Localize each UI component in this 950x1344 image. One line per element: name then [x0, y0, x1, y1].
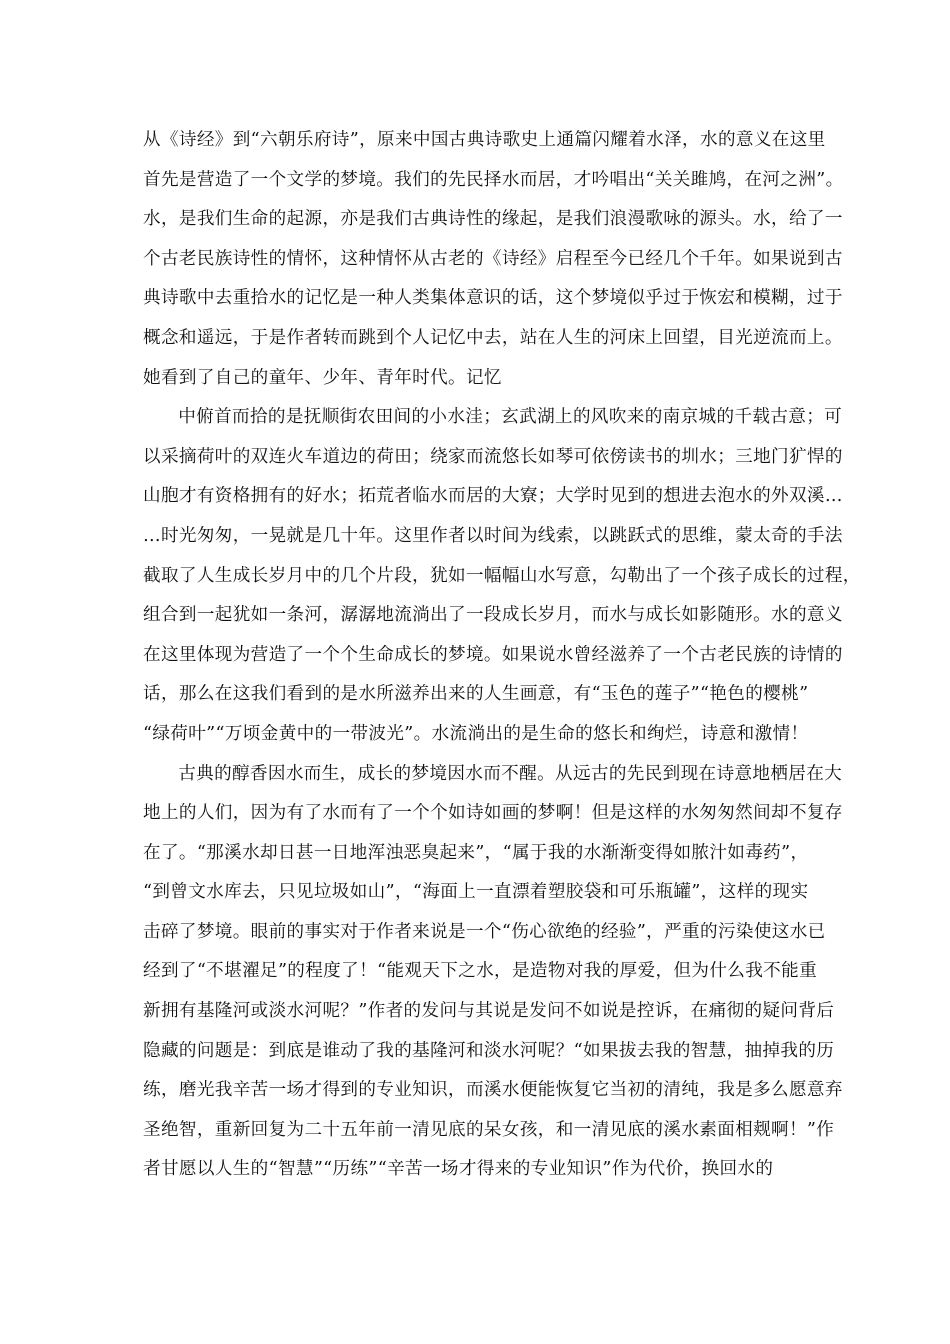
text-line: “到曾文水库去，只见垃圾如山”，“海面上一直漂着塑胶袋和可乐瓶罐”，这样的现实	[143, 882, 809, 903]
text-line: 组合到一起犹如一条河，潺潺地流淌出了一段成长岁月，而水与成长如影随形。水的意义	[143, 605, 843, 626]
text-line: 隐藏的问题是：到底是谁动了我的基隆河和淡水河呢？“如果拔去我的智慧，抽掉我的历	[143, 1040, 835, 1061]
text-line: 击碎了梦境。眼前的事实对于作者来说是一个“伤心欲绝的经验”，严重的污染使这水已	[143, 921, 826, 942]
text-line: 圣绝智，重新回复为二十五年前一清见底的呆女孩，和一清见底的溪水素面相觌啊！”作	[143, 1119, 835, 1140]
text-line: 截取了人生成长岁月中的几个片段，犹如一幅幅山水写意，勾勒出了一个孩子成长的过程，	[143, 565, 861, 586]
text-line: 水，是我们生命的起源，亦是我们古典诗性的缘起，是我们浪漫歌咏的源头。水，给了一	[143, 209, 843, 230]
text-line: 在了。“那溪水却日甚一日地浑浊恶臭起来”，“属于我的水渐渐变得如脓汁如毒药”，	[143, 842, 809, 863]
text-line: 首先是营造了一个文学的梦境。我们的先民择水而居，才吟唱出“关关雎鸠，在河之洲”。	[143, 169, 844, 190]
text-line: 古典的醇香因水而生，成长的梦境因水而不醒。从远古的先民到现在诗意地栖居在大	[178, 763, 843, 784]
paragraph-3	[143, 755, 843, 1191]
text-line: 个古老民族诗性的情怀，这种情怀从古老的《诗经》启程至今已经几个千年。如果说到古	[143, 248, 843, 269]
article-body	[143, 121, 861, 1190]
text-line: 话，那么在这我们看到的是水所滋养出来的人生画意，有“玉色的莲子”“艳色的樱桃”	[143, 684, 809, 705]
text-line: 她看到了自己的童年、少年、青年时代。记忆	[143, 367, 502, 388]
text-line: “绿荷叶”“万顷金黄中的一带波光”。水流淌出的是生命的悠长和绚烂，诗意和激情！	[143, 723, 809, 744]
paragraph-2	[143, 398, 861, 754]
text-line: 练，磨光我辛苦一场才得到的专业知识，而溪水便能恢复它当初的清纯，我是多么愿意弃	[143, 1080, 843, 1101]
text-line: 新拥有基隆河或淡水河呢？”作者的发问与其说是发问不如说是控诉，在痛彻的疑问背后	[143, 1001, 835, 1022]
text-line: 在这里体现为营造了一个个生命成长的梦境。如果说水曾经滋养了一个古老民族的诗情的	[143, 644, 843, 665]
text-line: 者甘愿以人生的“智慧”“历练”“辛苦一场才得来的专业知识”作为代价，换回水的	[143, 1159, 774, 1180]
text-line: 概念和遥远，于是作者转而跳到个人记忆中去，站在人生的河床上回望，目光逆流而上。	[143, 327, 843, 348]
text-line: 中俯首而拾的是抚顺街农田间的小水洼；玄武湖上的风吹来的南京城的千载古意；可	[178, 407, 843, 428]
text-line: 经到了“不堪濯足”的程度了！“能观天下之水，是造物对我的厚爱，但为什么我不能重	[143, 961, 818, 982]
text-line: 以采摘荷叶的双连火车道边的荷田；绕家而流悠长如琴可依傍读书的圳水；三地门犷悍的	[143, 446, 843, 467]
text-line: 地上的人们，因为有了水而有了一个个如诗如画的梦啊！但是这样的水匆匆然间却不复存	[143, 803, 843, 824]
text-line: 典诗歌中去重拾水的记忆是一种人类集体意识的话，这个梦境似乎过于恢宏和模糊，过于	[143, 288, 843, 309]
text-line: 从《诗经》到“六朝乐府诗”，原来中国古典诗歌史上通篇闪耀着水泽，水的意义在这里	[143, 130, 826, 150]
text-line: …时光匆匆，一晃就是几十年。这里作者以时间为线索，以跳跃式的思维，蒙太奇的手法	[143, 525, 843, 546]
text-line: 山胞才有资格拥有的好水；拓荒者临水而居的大寮；大学时见到的想进去泡水的外双溪…	[143, 486, 843, 507]
paragraph-1	[143, 121, 844, 398]
